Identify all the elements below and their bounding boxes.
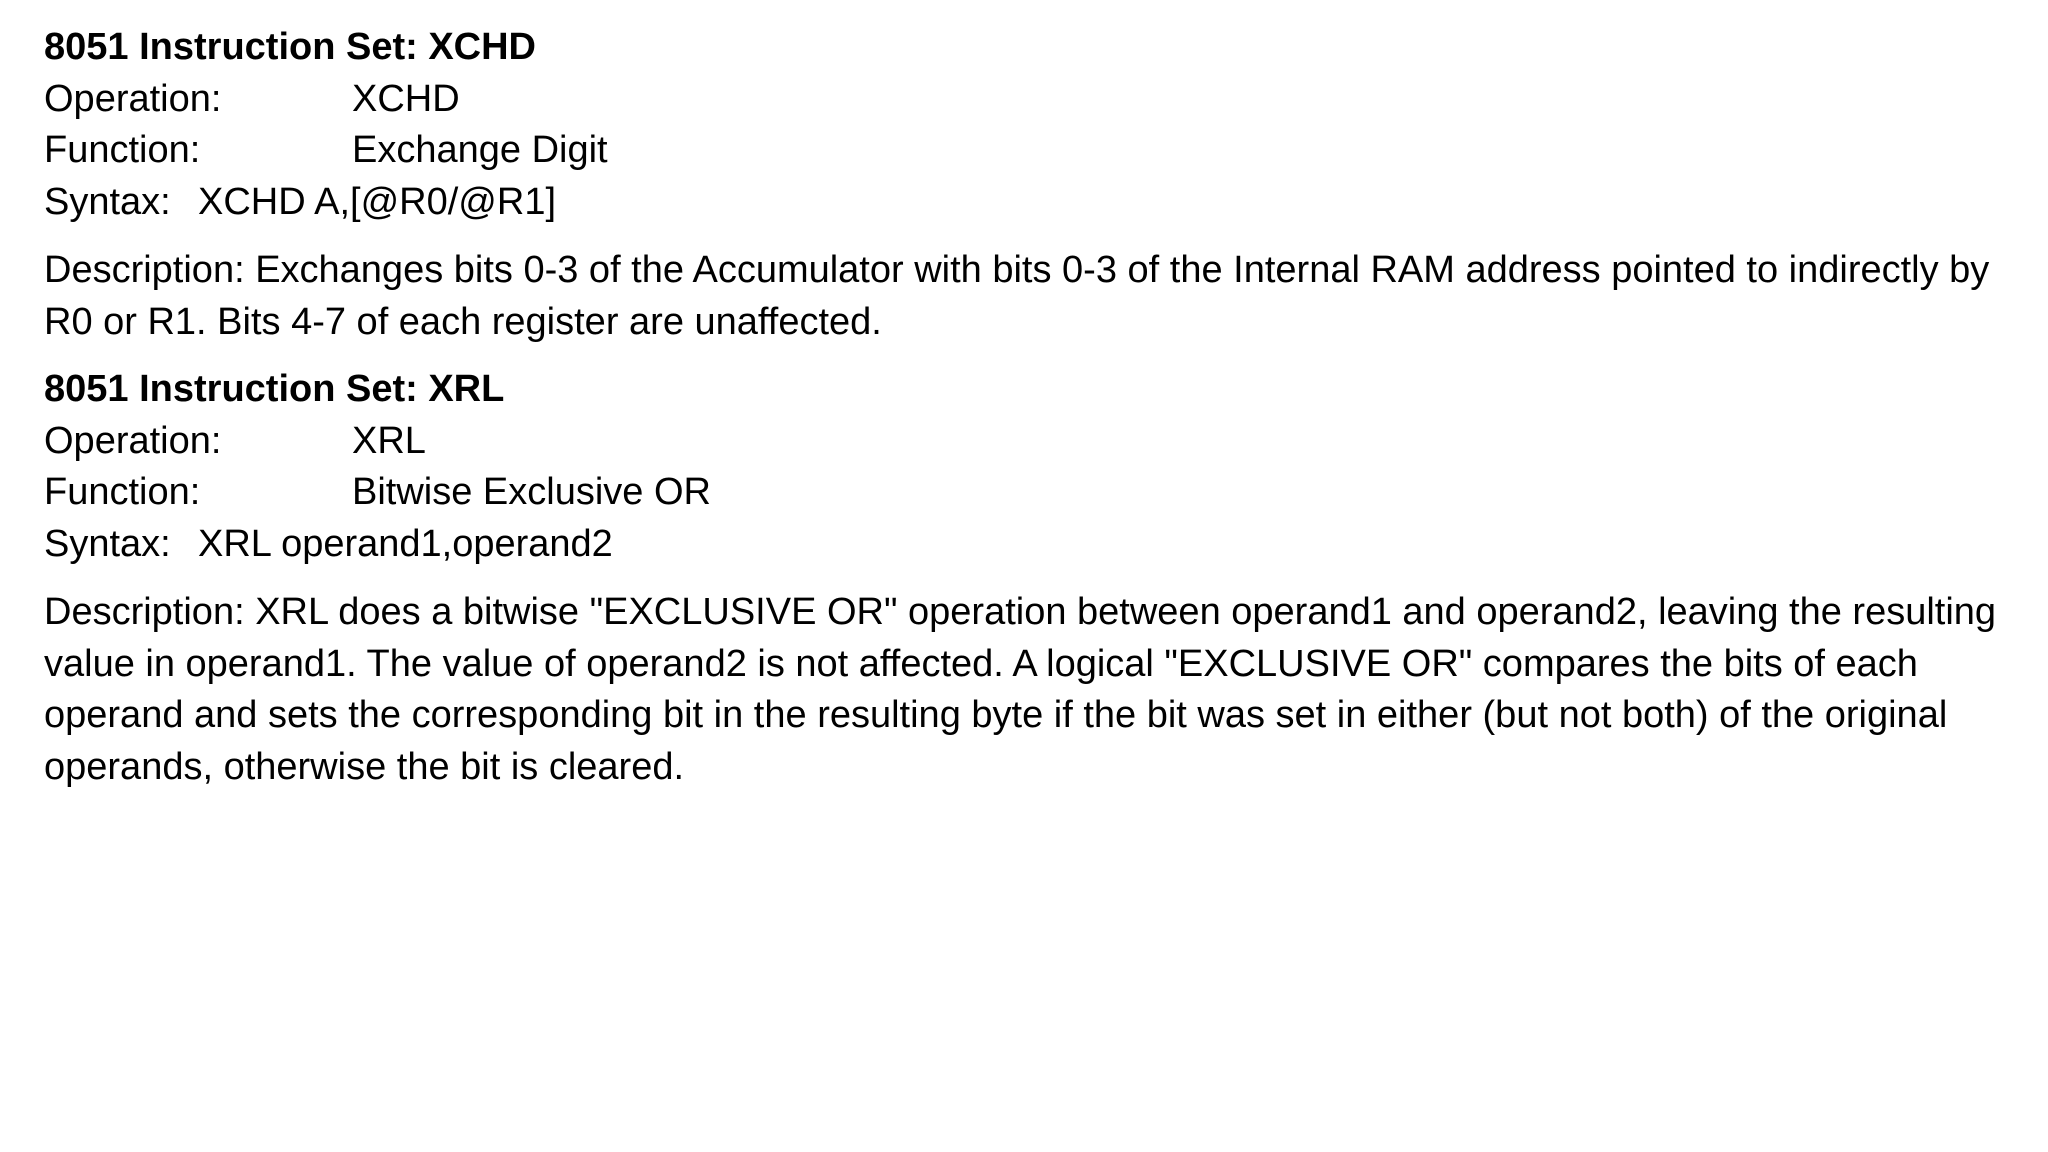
syntax-value: XRL operand1,operand2: [198, 522, 613, 565]
syntax-label: Syntax:: [44, 180, 171, 223]
function-label: Function:: [44, 471, 201, 513]
section-xrl: [44, 364, 2024, 793]
function-row: [44, 125, 2024, 177]
function-label: Function:: [44, 129, 201, 171]
function-value: Exchange Digit: [352, 129, 608, 171]
description: Description: Exchanges bits 0-3 of the Accumulator with bits 0-3 of the Internal RAM address pointed to indirectly by R0 or R1. Bits 4-7 of each register are unaffected.: [44, 249, 1990, 343]
operation-label: Operation:: [44, 419, 222, 462]
syntax-label: Syntax:: [44, 522, 171, 565]
operation-value: XRL: [352, 419, 426, 462]
section-xchd: [44, 22, 2024, 348]
description: Description: XRL does a bitwise "EXCLUSIVE OR" operation between operand1 and operand2, leaving the resulting value in operand1. The value of operand2 is not affected. A logical "EXCLUSIVE OR" compares the bits of each operand and sets the corresponding bit in the resulting byte if the bit was set in either (but not both) of the original operands, otherwise the bit is cleared.: [44, 591, 1997, 788]
syntax-value: XCHD A,[@R0/@R1]: [198, 180, 557, 223]
syntax-row: [44, 519, 2024, 571]
function-value: Bitwise Exclusive OR: [352, 471, 711, 513]
operation-row: [44, 416, 2024, 468]
syntax-row: [44, 177, 2024, 229]
operation-value: XCHD: [352, 77, 460, 120]
function-row: [44, 467, 2024, 519]
section-title: 8051 Instruction Set: XCHD: [44, 26, 536, 68]
slide-content: [44, 22, 2024, 809]
section-title: 8051 Instruction Set: XRL: [44, 368, 505, 410]
operation-row: [44, 74, 2024, 126]
operation-label: Operation:: [44, 77, 222, 120]
